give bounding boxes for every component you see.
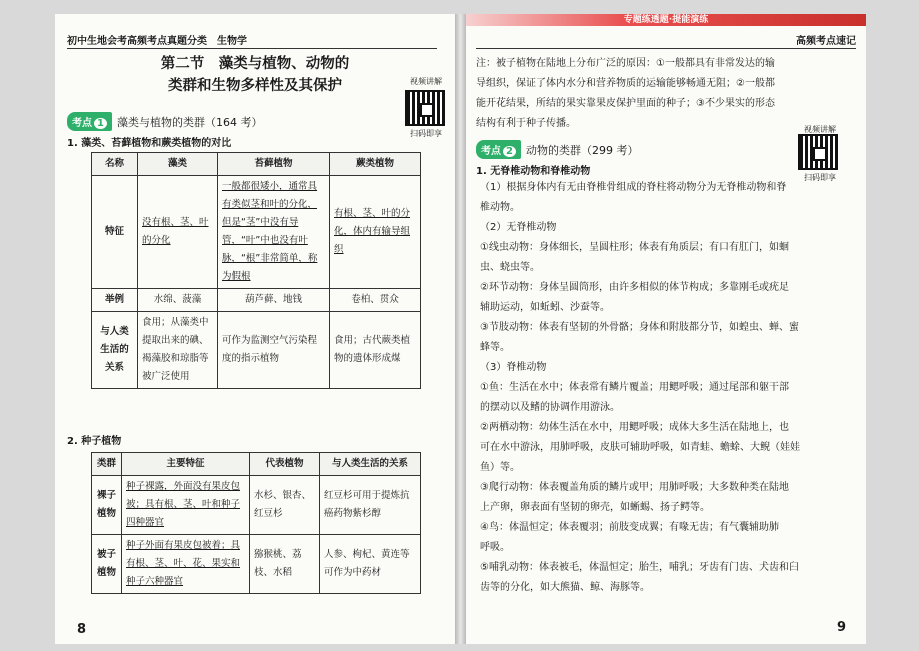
qr-code-icon[interactable] [798, 134, 838, 170]
qr-caption-top: 视频讲解 [804, 125, 836, 134]
header-rule [476, 48, 856, 49]
subsection-heading: 1. 无脊椎动物和脊椎动物 [476, 166, 591, 177]
qr-caption-bottom: 扫码即享 [804, 173, 836, 182]
top-banner: 专题练透题·提能演练 [466, 14, 866, 26]
section-title-line1: 第二节 藻类与植物、动物的 [160, 55, 350, 72]
table-row: 被子植物 种子外面有果皮包被着；具有根、茎、叶、花、果实和种子六种器官 猕猴桃、荔枝、水稻 人参、枸杞、黄连等可作为中药材 [92, 535, 421, 594]
qr-code-icon[interactable] [405, 90, 445, 126]
subsection-heading: 1. 藻类、苔藓植物和蕨类植物的对比 [67, 138, 232, 149]
book-gutter [455, 14, 466, 644]
kaodian-tag: 考点 2 [476, 140, 521, 159]
body-text: （1）根据身体内有无由脊椎骨组成的脊柱将动物分为无脊椎动物和脊 椎动物。 （2）无脊椎动物 ①线虫动物：身体细长，呈圆柱形；体表有角质层；有口有肛门，如蛔 虫、蛲虫等。 ②环节动物：身体呈圆筒形，由许多相似的体节构成；多靠刚毛或疣足 辅助运动，如蚯蚓、沙蚕等。 ③节肢动物：体表有坚韧的外骨骼；身体和附肢都分节，如蝗虫、蝉、蜜 蜂等。 （3）脊椎动物 ①鱼：生活在水中；体表常有鳞片覆盖；用鳃呼吸；通过尾部和躯干部 的摆动以及鳍的协调作用游泳。 ②两栖动物：幼体生活在水中，用鳃呼吸；成体大多生活在陆地上，也 可在水中游泳，用肺呼吸，皮肤可辅助呼吸，如青蛙、蟾蜍、大鲵（娃娃 鱼）等。 ③爬行动物：体表覆盖角质的鳞片或甲；用肺呼吸；大多数种类在陆地 上产卵，卵表面有坚韧的卵壳，如蜥蜴、扬子鳄等。 ④鸟：体温恒定；体表覆羽；前肢变成翼；有喙无齿；有气囊辅助肺 呼吸。 ⑤哺乳动物：体表被毛，体温恒定；胎生，哺乳；牙齿有门齿、犬齿和臼 齿等的分化，如大熊猫、鲸、海豚等。 [480, 182, 800, 593]
table-row: 裸子植物 种子裸露，外面没有果皮包被；具有根、茎、叶和种子四种器官 水杉、银杏、红豆杉 红豆杉可用于提炼抗癌药物紫杉醇 [92, 476, 421, 535]
running-header: 初中生地会考高频考点真题分类 生物学 [67, 36, 247, 47]
section-title-line2: 类群和生物多样性及其保护 [168, 77, 342, 94]
seed-plant-table [91, 452, 421, 594]
running-header: 高频考点速记 [796, 36, 856, 47]
note-paragraph: 注：被子植物在陆地上分布广泛的原因：①一般都具有非常发达的输 导组织，保证了体内水分和营养物质的运输能够畅通无阻；②一般都 能开花结果，所结的果实靠果皮保护里面的种子；③不少果实的形态 结构有利于种子传播。 [476, 58, 775, 129]
qr-caption-top: 视频讲解 [410, 77, 442, 86]
kaodian-1 [67, 112, 262, 131]
algae-moss-fern-table [91, 152, 421, 389]
header-rule [67, 48, 437, 49]
page-number: 9 [836, 620, 846, 635]
subsection-heading: 2. 种子植物 [67, 436, 122, 447]
table-row: 特征 没有根、茎、叶的分化 一般都很矮小，通常具有类似茎和叶的分化，但是“茎”中没有导管，“叶”中也没有叶脉，“根”非常简单，称为假根 有根、茎、叶的分化，体内有输导组织 [92, 176, 421, 289]
page-number: 8 [77, 622, 87, 637]
left-page [55, 14, 455, 644]
kaodian-tag: 考点 1 [67, 112, 112, 131]
table-header-row: 类群 主要特征 代表植物 与人类生活的关系 [92, 453, 421, 476]
table-header-row: 名称 藻类 苔藓植物 蕨类植物 [92, 153, 421, 176]
qr-caption-bottom: 扫码即享 [410, 129, 442, 138]
kaodian-title: 动物的类群（299 考） [525, 143, 639, 157]
table-row: 与人类生活的关系 食用；从藻类中提取出来的碘、褐藻胶和琼脂等被广泛使用 可作为监测空气污染程度的指示植物 食用；古代蕨类植物的遗体形成煤 [92, 312, 421, 389]
kaodian-title: 藻类与植物的类群（164 考） [116, 115, 263, 129]
kaodian-2 [476, 140, 638, 159]
right-page [466, 14, 866, 644]
table-row: 举例 水绵、菠藻 葫芦藓、地钱 卷柏、贯众 [92, 289, 421, 312]
